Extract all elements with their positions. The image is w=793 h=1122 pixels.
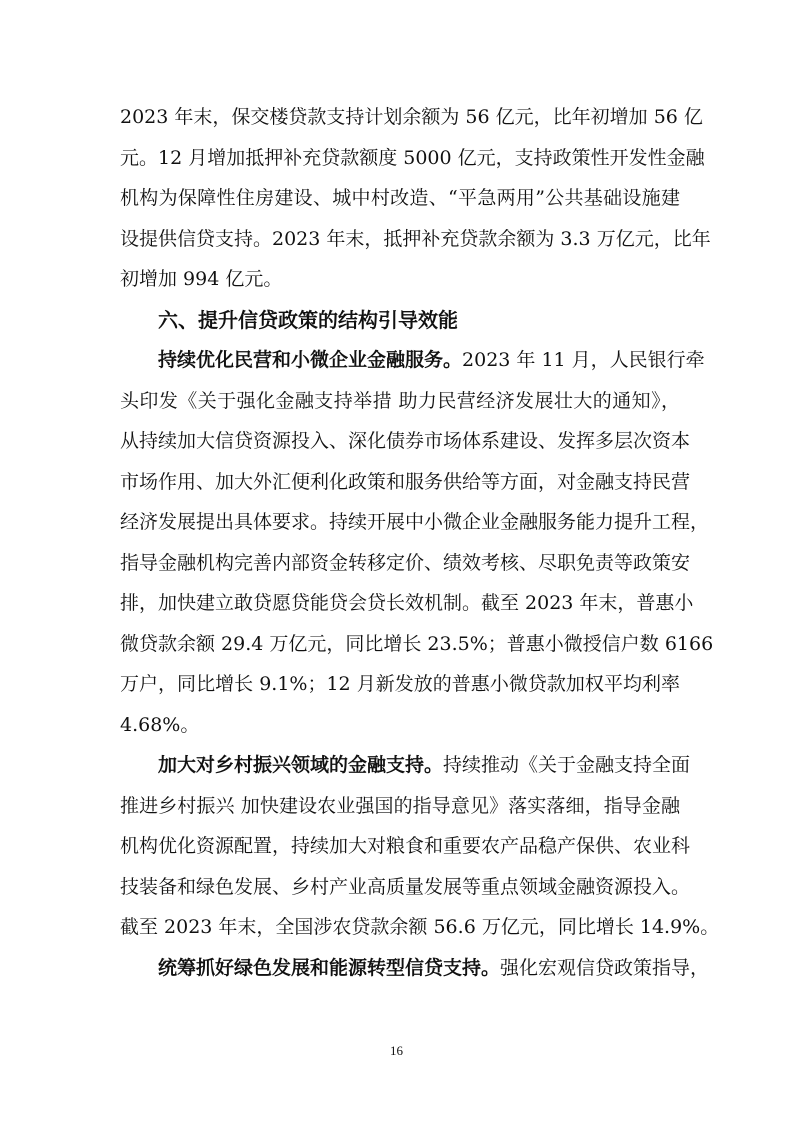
paragraph-line: 头印发《关于强化金融支持举措 助力民营经济发展壮大的通知》， xyxy=(120,390,680,412)
bold-lead: 统筹抓好绿色发展和能源转型信贷支持。 xyxy=(158,957,501,979)
text-run: 2023 年 11 月，人民银行牵 xyxy=(462,349,705,371)
paragraph-line: 4.68%。 xyxy=(120,714,200,736)
paragraph-first-line xyxy=(158,349,705,371)
paragraph-line: 经济发展提出具体要求。持续开展中小微企业金融服务能力提升工程， xyxy=(120,511,710,533)
paragraph-line: 初增加 994 亿元。 xyxy=(120,268,283,290)
paragraph-line: 指导金融机构完善内部资金转移定价、绩效考核、尽职免责等政策安 xyxy=(120,552,691,574)
paragraph-line: 元。12 月增加抵押补充贷款额度 5000 亿元，支持政策性开发性金融 xyxy=(120,147,705,169)
page-number: 16 xyxy=(390,1043,403,1058)
paragraph-line: 微贷款余额 29.4 万亿元，同比增长 23.5%；普惠小微授信户数 6166 xyxy=(120,633,714,655)
section-heading: 六、提升信贷政策的结构引导效能 xyxy=(158,308,458,332)
paragraph-first-line xyxy=(158,957,710,979)
paragraph-first-line xyxy=(158,754,691,776)
text-run: 强化宏观信贷政策指导， xyxy=(500,957,710,979)
paragraph-line: 2023 年末，保交楼贷款支持计划余额为 56 亿元，比年初增加 56 亿 xyxy=(120,106,703,128)
paragraph-line: 技装备和绿色发展、乡村产业高质量发展等重点领域金融资源投入。 xyxy=(120,876,691,898)
bold-lead: 持续优化民营和小微企业金融服务。 xyxy=(158,349,463,371)
paragraph-line: 排，加快建立敢贷愿贷能贷会贷长效机制。截至 2023 年末，普惠小 xyxy=(120,592,694,614)
paragraph-line: 截至 2023 年末，全国涉农贷款余额 56.6 万亿元，同比增长 14.9%。 xyxy=(120,916,720,938)
paragraph-line: 推进乡村振兴 加快建设农业强国的指导意见》落实落细，指导金融 xyxy=(120,795,680,817)
text-run: 持续推动《关于金融支持全面 xyxy=(443,754,691,776)
paragraph-line: 机构为保障性住房建设、城中村改造、“平急两用”公共基础设施建 xyxy=(120,187,680,209)
paragraph-line: 市场作用、加大外汇便利化政策和服务供给等方面，对金融支持民营 xyxy=(120,471,691,493)
paragraph-line: 万户，同比增长 9.1%；12 月新发放的普惠小微贷款加权平均利率 xyxy=(120,673,680,695)
paragraph-line: 设提供信贷支持。2023 年末，抵押补充贷款余额为 3.3 万亿元，比年 xyxy=(120,228,711,250)
paragraph-line: 机构优化资源配置，持续加大对粮食和重要农产品稳产保供、农业科 xyxy=(120,835,691,857)
bold-lead: 加大对乡村振兴领域的金融支持。 xyxy=(158,754,444,776)
paragraph-line: 从持续加大信贷资源投入、深化债券市场体系建设、发挥多层次资本 xyxy=(120,430,691,452)
